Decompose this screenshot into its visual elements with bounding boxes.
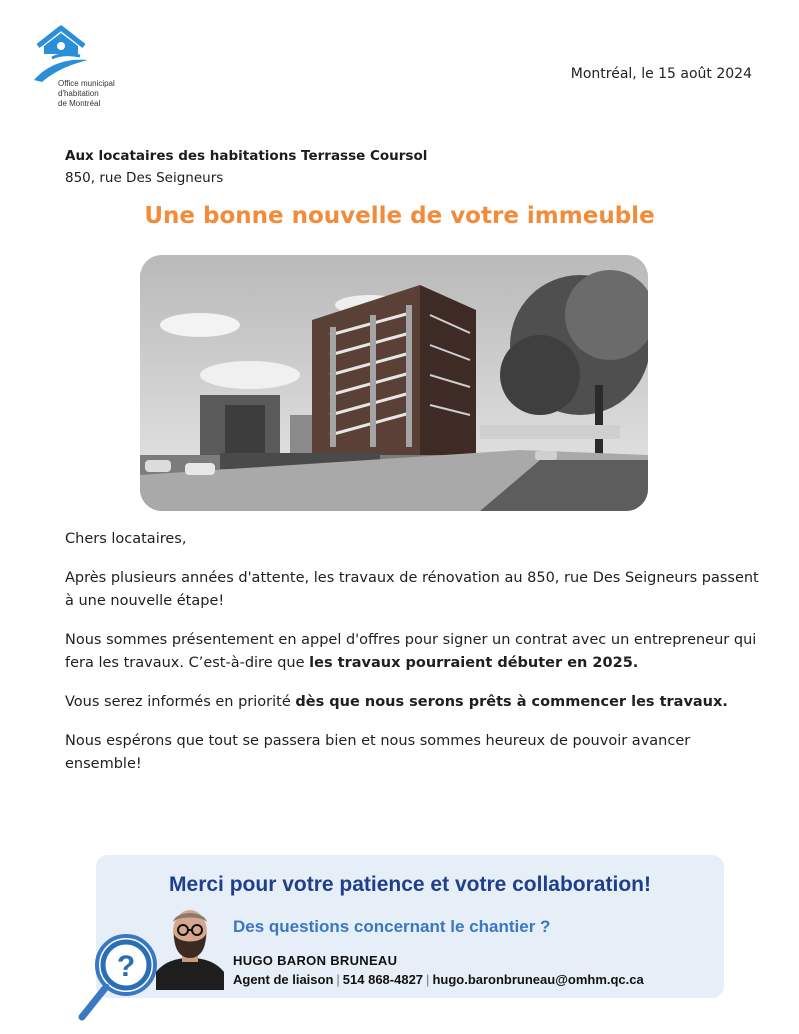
- recipient-block: [65, 145, 427, 189]
- paragraph-3-text: Vous serez informés en priorité: [65, 694, 296, 710]
- headline: Une bonne nouvelle de votre immeuble: [144, 203, 655, 229]
- logo-line-1: Office municipal: [58, 79, 115, 88]
- contact-role: Agent de liaison: [233, 972, 334, 987]
- avatar: [156, 900, 224, 990]
- recipient-address: 850, rue Des Seigneurs: [65, 170, 224, 186]
- paragraph-2-emphasis: les travaux pourraient débuter en 2025.: [309, 655, 639, 671]
- question-mark-glyph: ?: [116, 950, 136, 983]
- omhm-logo: [28, 24, 138, 114]
- thanks-heading: Merci pour votre patience et votre collaboration!: [169, 873, 651, 896]
- contact-portrait: [156, 900, 224, 990]
- paragraph-4: Nous espérons que tout se passera bien et nous sommes heureux de pouvoir avancer ensemble!: [65, 733, 691, 772]
- separator: |: [426, 972, 430, 987]
- paragraph-3-emphasis: dès que nous serons prêts à commencer les travaux.: [295, 694, 728, 710]
- greeting: Chers locataires,: [65, 531, 187, 547]
- paragraph-1: Après plusieurs années d'attente, les travaux de rénovation au 850, rue Des Seigneurs passent à une nouvelle étape!: [65, 570, 759, 609]
- paragraph-2-text: Nous sommes présentement en appel d'offres pour signer un contrat avec un entrepreneur qui fera les travaux. C’est-à-dire que: [65, 632, 757, 671]
- paragraph-2: [65, 629, 765, 675]
- letter-body: [65, 528, 765, 792]
- separator: |: [336, 972, 340, 987]
- contact-details: [233, 972, 644, 987]
- questions-subheading: Des questions concernant le chantier ?: [233, 917, 551, 936]
- logo-line-3: de Montréal: [58, 99, 101, 108]
- omhm-logo-icon: [30, 24, 92, 84]
- contact-email[interactable]: hugo.baronbruneau@omhm.qc.ca: [432, 972, 644, 987]
- contact-name: HUGO BARON BRUNEAU: [233, 953, 398, 968]
- magnifier-icon: [74, 933, 164, 1025]
- recipient-name: Aux locataires des habitations Terrasse Coursol: [65, 148, 428, 164]
- letter-date: Montréal, le 15 août 2024: [570, 66, 752, 82]
- contact-phone[interactable]: 514 868-4827: [342, 972, 424, 987]
- contact-panel: [96, 855, 724, 998]
- logo-wordmark: [58, 79, 115, 109]
- logo-line-2: d'habitation: [58, 89, 99, 98]
- building-photo-illustration: [140, 255, 648, 511]
- paragraph-3: [65, 691, 765, 714]
- building-photo: [140, 255, 648, 511]
